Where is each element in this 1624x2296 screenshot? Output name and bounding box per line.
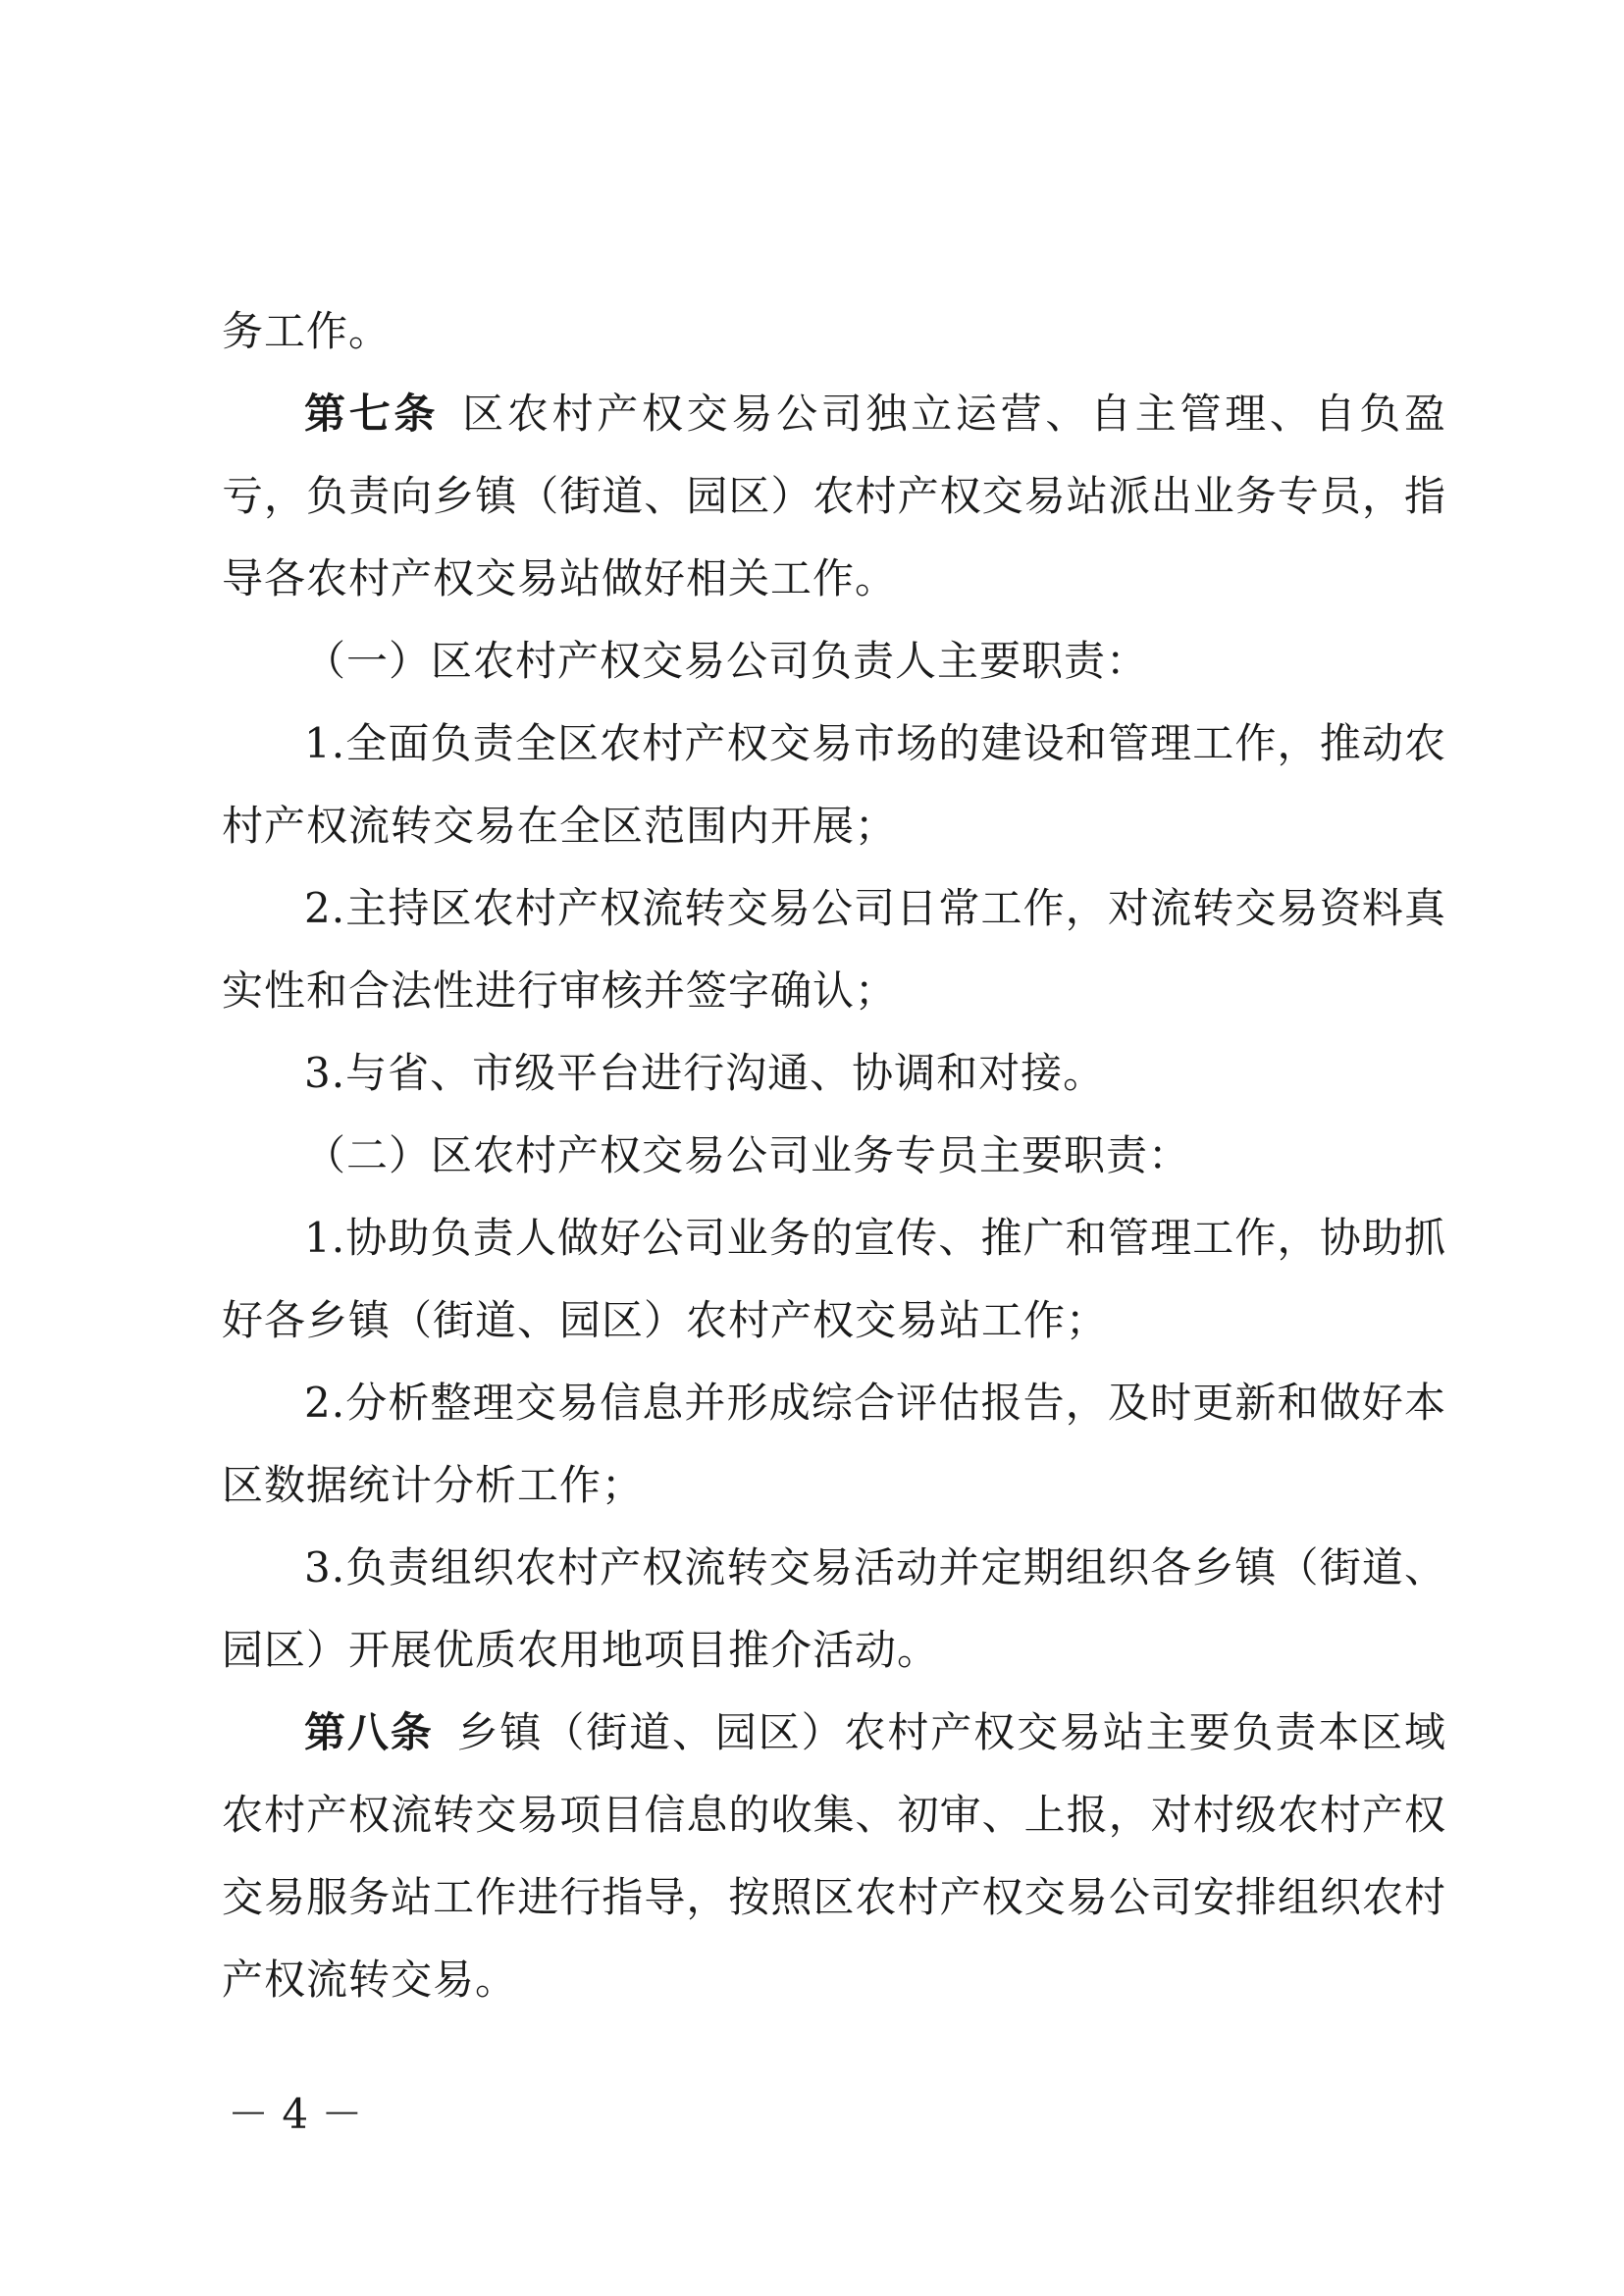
paragraph-text: 3.负责组织农村产权流转交易活动并定期组织各乡镇（街道、园区）开展优质农用地项目推介活动。 — [222, 1543, 1446, 1674]
section-heading-1 — [222, 620, 1446, 703]
paragraph-text: 1.协助负责人做好公司业务的宣传、推广和管理工作，协助抓好各乡镇（街道、园区）农村产权交易站工作； — [222, 1214, 1446, 1344]
list-item — [222, 703, 1446, 867]
paragraph-text: （一）区农村产权交易公司负责人主要职责： — [304, 637, 1149, 685]
document-body — [222, 290, 1446, 2021]
article-7 — [222, 373, 1446, 620]
list-item — [222, 1197, 1446, 1362]
paragraph-text: （二）区农村产权交易公司业务专员主要职责： — [304, 1131, 1191, 1179]
article-number: 第八条 — [304, 1708, 434, 1756]
section-heading-2 — [222, 1115, 1446, 1197]
page-number: － 4 － — [228, 2090, 363, 2138]
paragraph-text: 2.分析整理交易信息并形成综合评估报告，及时更新和做好本区数据统计分析工作； — [222, 1379, 1446, 1509]
paragraph-continuation — [222, 290, 1446, 373]
list-item — [222, 867, 1446, 1032]
paragraph-text: 乡镇（街道、园区）农村产权交易站主要负责本区域农村产权流转交易项目信息的收集、初审、上报，对村级农村产权交易服务站工作进行指导，按照区农村产权交易公司安排组织农村产权流转交易。 — [222, 1708, 1446, 2004]
paragraph-text: 区农村产权交易公司独立运营、自主管理、自负盈亏，负责向乡镇（街道、园区）农村产权交易站派出业务专员，指导各农村产权交易站做好相关工作。 — [222, 390, 1446, 602]
paragraph-text: 3.与省、市级平台进行沟通、协调和对接。 — [304, 1049, 1106, 1097]
list-item — [222, 1032, 1446, 1115]
paragraph-text: 2.主持区农村产权流转交易公司日常工作，对流转交易资料真实性和合法性进行审核并签字确认； — [222, 884, 1446, 1015]
list-item — [222, 1362, 1446, 1527]
paragraph-text: 务工作。 — [222, 307, 392, 355]
article-number: 第七条 — [304, 390, 440, 438]
paragraph-text: 1.全面负责全区农村产权交易市场的建设和管理工作，推动农村产权流转交易在全区范围内开展； — [222, 719, 1446, 850]
article-8 — [222, 1692, 1446, 2021]
list-item — [222, 1527, 1446, 1692]
